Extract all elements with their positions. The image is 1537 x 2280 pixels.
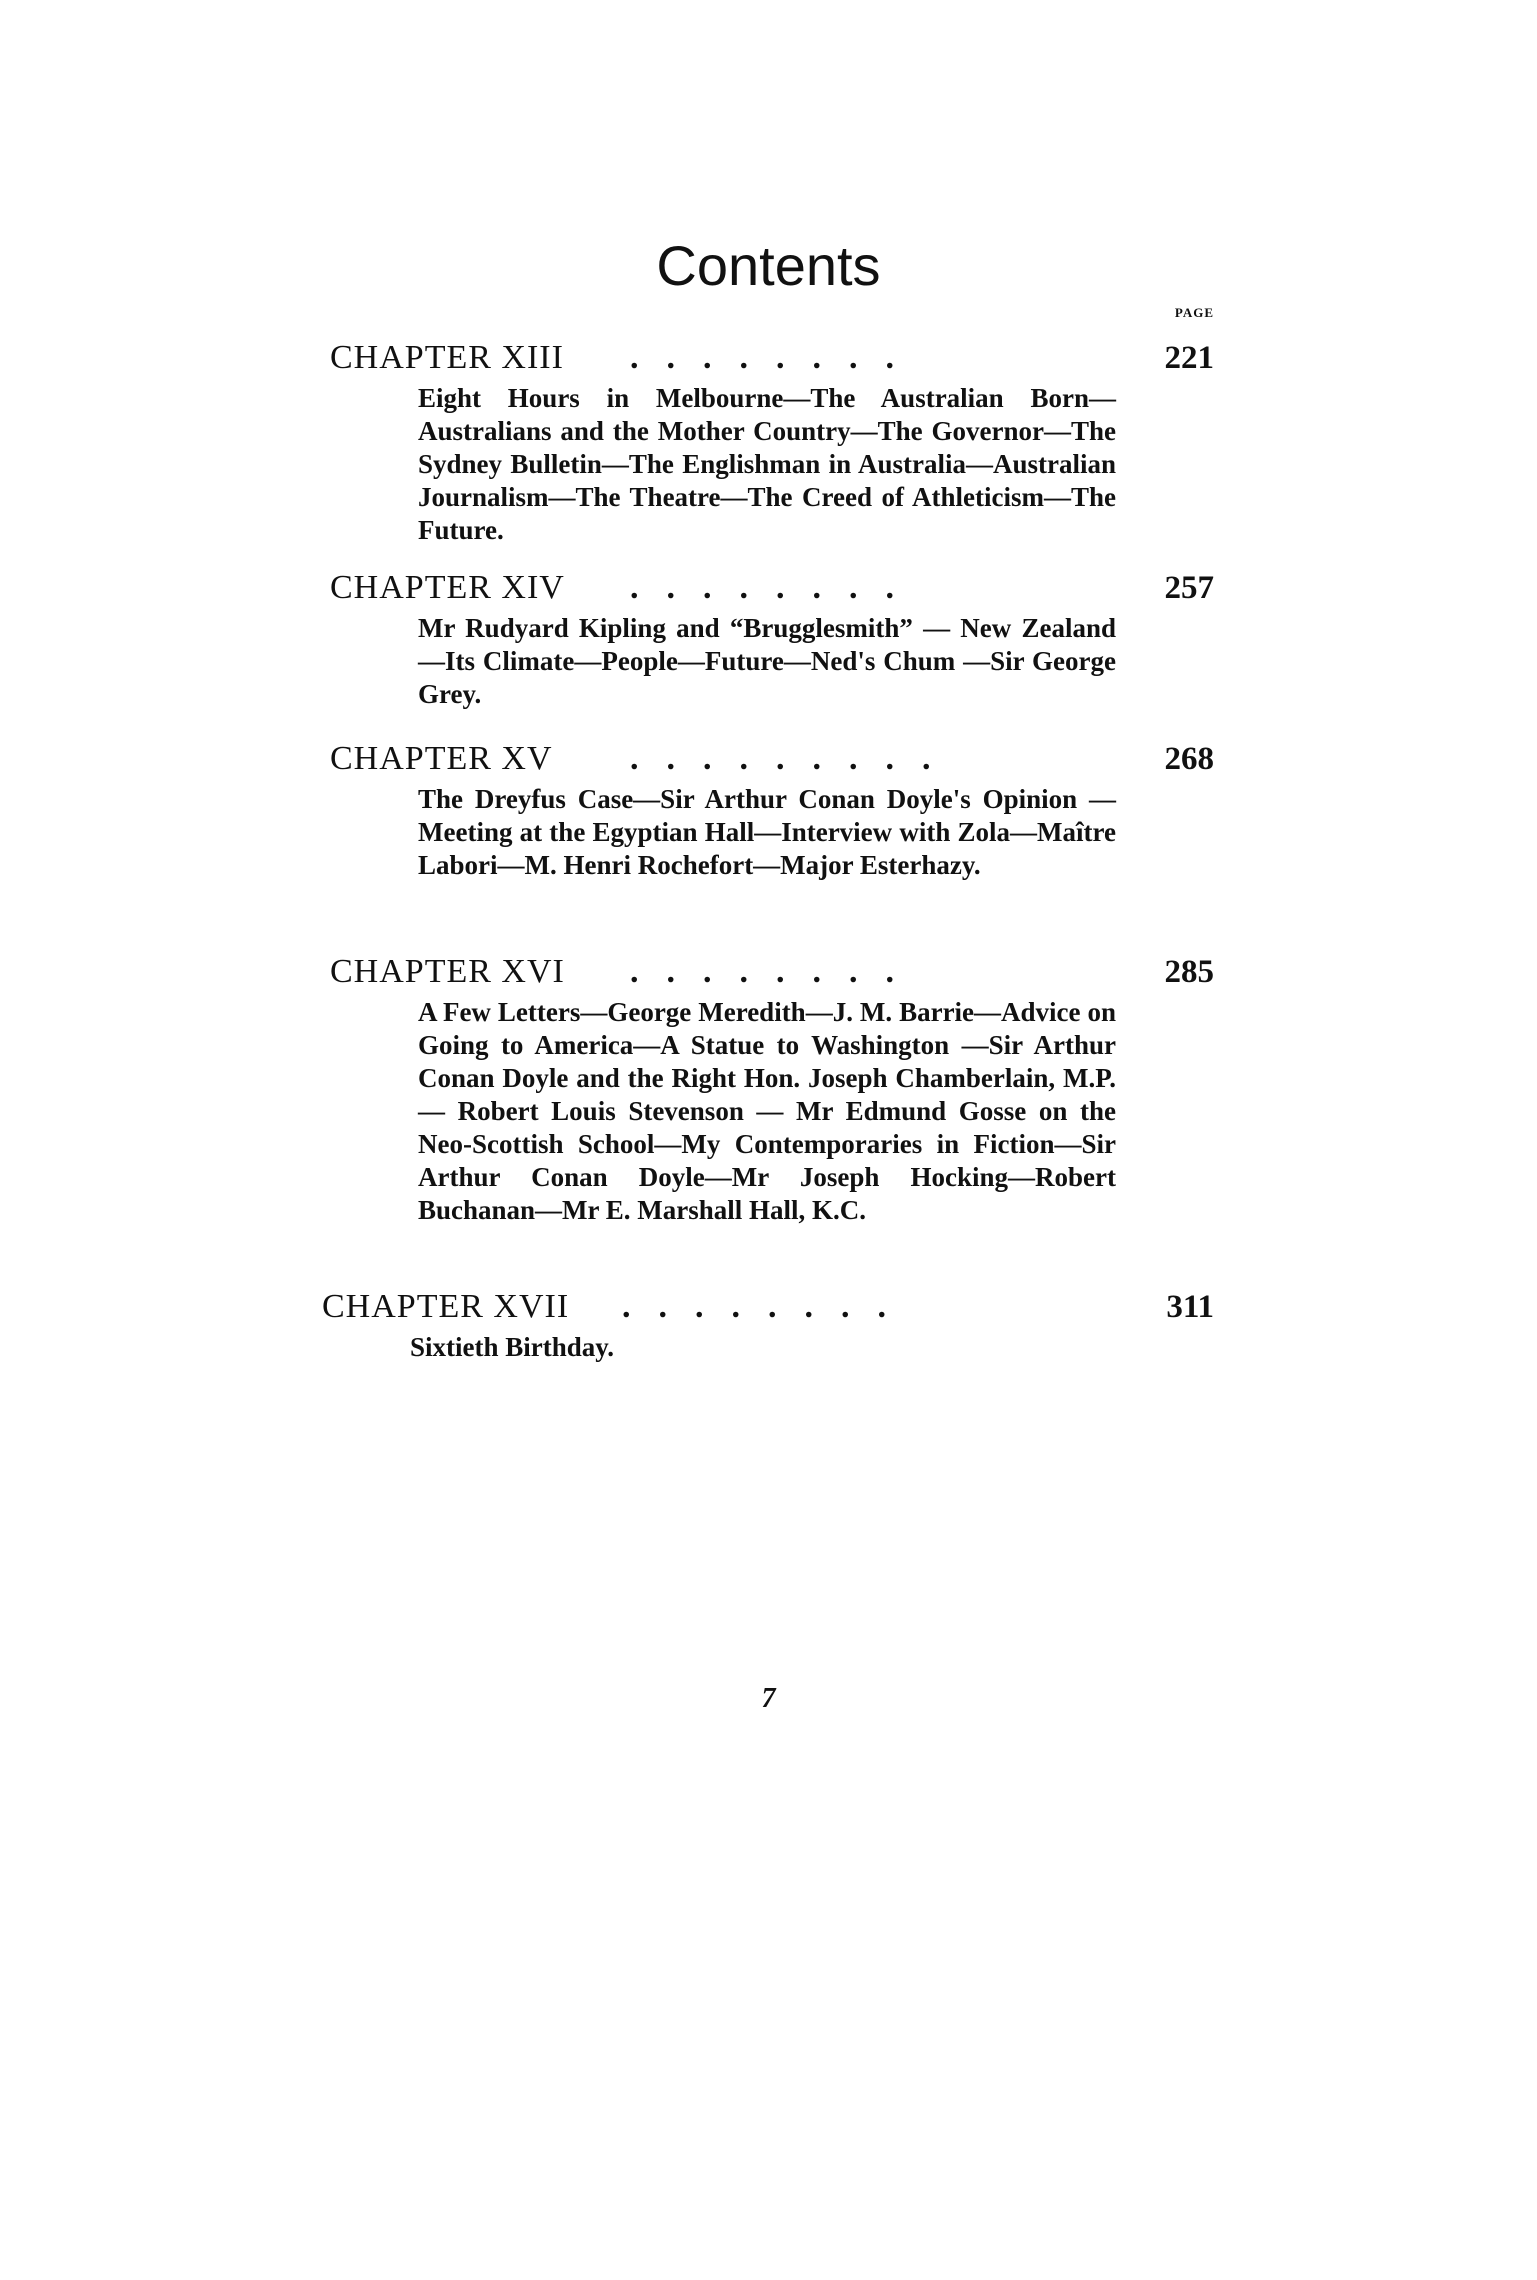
page-number: 257 (1164, 570, 1214, 606)
chapter-summary: A Few Letters—George Meredith—J. M. Barrie—Advice on Going to America—A Statue to Washington —Sir Arthur Conan Doyle and the Right Hon. Joseph Chamberlain, M.P. — Robert Louis Stevenson — Mr Edmund Gosse on the Neo-Scottish School—My Contemporaries in Fiction—Sir Arthur Conan Doyle—Mr Joseph Hocking—Robert Buchanan—Mr E. Marshall Hall, K.C. (418, 997, 1116, 1225)
toc-entry (330, 950, 1214, 1227)
toc-entry (330, 336, 1214, 547)
chapter-title: CHAPTER XIV (330, 566, 579, 610)
toc-entry (330, 566, 1214, 711)
page-number: 285 (1164, 954, 1214, 990)
chapter-summary: The Dreyfus Case—Sir Arthur Conan Doyle's Opinion —Meeting at the Egyptian Hall—Interview with Zola—Maître Labori—M. Henri Rochefort—Major Esterhazy. (418, 784, 1116, 880)
chapter-summary: Sixtieth Birthday. (410, 1332, 615, 1362)
toc-entry (322, 1285, 1214, 1364)
chapter-summary: Eight Hours in Melbourne—The Australian Born—Australians and the Mother Country—The Governor—The Sydney Bulletin—The Englishman in Australia—Australian Journalism—The Theatre—The Creed of Athleticism—The Future. (418, 383, 1116, 545)
chapter-title: CHAPTER XIII (330, 336, 578, 380)
leader-dots: ......... (630, 740, 959, 777)
leader-dots: ........ (622, 1288, 914, 1325)
chapter-heading-line (330, 566, 1214, 610)
chapter-title: CHAPTER XVI (330, 950, 579, 994)
chapter-heading-line (330, 336, 1214, 380)
page-number: 311 (1166, 1289, 1214, 1325)
chapter-heading-line (330, 737, 1214, 781)
leader-dots: ........ (630, 339, 922, 376)
chapter-title: CHAPTER XV (330, 737, 567, 781)
page-number: 268 (1164, 741, 1214, 777)
leader-dots: ........ (630, 953, 922, 990)
page-title: Contents (656, 234, 881, 297)
leader-dots: ........ (630, 569, 922, 606)
chapter-title: CHAPTER XVII (322, 1285, 583, 1329)
toc-entry (330, 737, 1214, 882)
chapter-summary: Mr Rudyard Kipling and “Brugglesmith” — New Zealand—Its Climate—People—Future—Ned's Chum —Sir George Grey. (418, 613, 1116, 709)
chapter-heading-line (330, 950, 1214, 994)
chapter-heading-line (322, 1285, 1214, 1329)
page-column-label: PAGE (1174, 305, 1214, 320)
page-folio: 7 (761, 1683, 776, 1714)
page-number: 221 (1164, 340, 1214, 376)
